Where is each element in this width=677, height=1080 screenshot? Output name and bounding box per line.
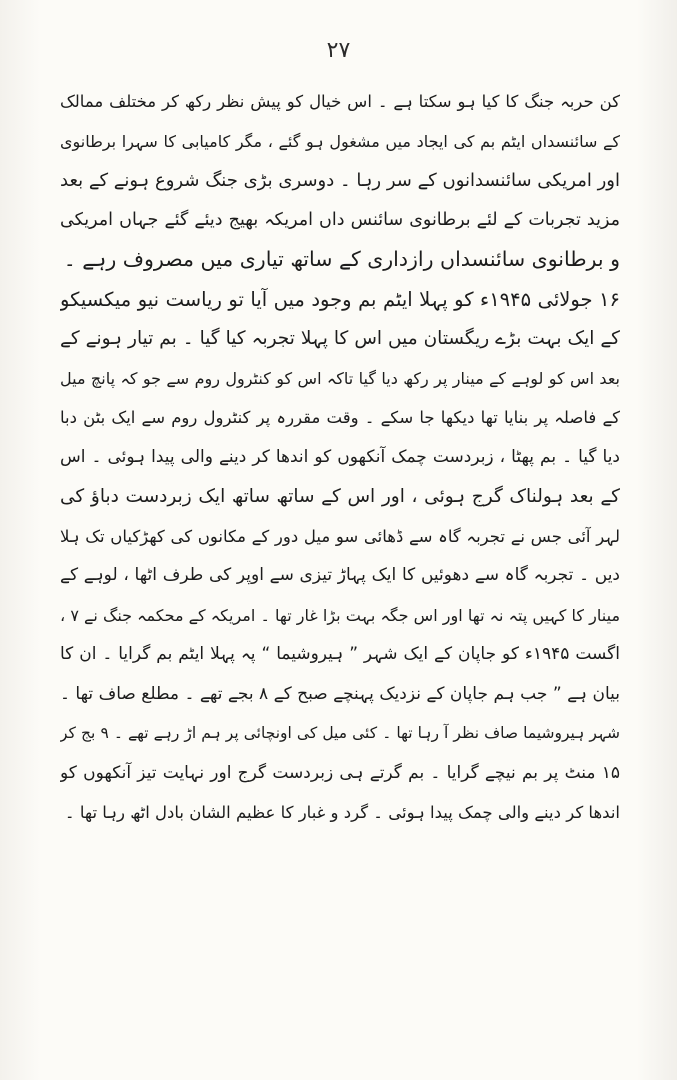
page-number: ۲۷	[326, 38, 351, 63]
text-line: کے ایک بہت بڑے ریگستان میں اس کا پہلا تجربہ کیا گیا ۔ بم تیار ہونے کے	[60, 328, 620, 349]
text-line: دیں ۔ تجربہ گاہ سے دھوئیں کا ایک پہاڑ تیزی سے اوپر کی طرف اٹھا ، لوہے کے	[60, 565, 620, 585]
text-line: اور امریکی سائنسدانوں کے سر رہا ۔ دوسری بڑی جنگ شروع ہونے کے بعد	[60, 170, 620, 191]
text-line: بعد اس کو لوہے کے مینار پر رکھ دیا گیا تاکہ اس کو کنٹرول روم سے جو کہ پانچ میل	[60, 368, 620, 388]
text-line: بیان ہے ” جب ہم جاپان کے نزدیک پہنچے صبح کے ۸ بجے تھے ۔ مطلع صاف تھا ۔	[60, 683, 620, 704]
text-line: کے سائنسداں ایٹم بم کی ایجاد میں مشغول ہو گئے ، مگر کامیابی کا سہرا برطانوی	[60, 131, 620, 151]
text-line: ۱۵ منٹ پر بم نیچے گرایا ۔ بم گرتے ہی زبردست گرج اور نہایت تیز آنکھوں کو	[60, 762, 620, 783]
text-line: مزید تجربات کے لئے برطانوی سائنس داں امریکہ بھیج دیئے گئے جہاں امریکی	[60, 209, 620, 230]
text-line: مینار کا کہیں پتہ نہ تھا اور اس جگہ بہت بڑا غار تھا ۔ امریکہ کے محکمہ جنگ نے ۷ ،	[60, 605, 620, 625]
text-line: کن حربہ جنگ کا کیا ہو سکتا ہے ۔ اس خیال کو پیش نظر رکھ کر مختلف ممالک	[60, 92, 620, 111]
text-line: اندھا کر دینے والی چمک پیدا ہوئی ۔ گرد و غبار کا عظیم الشان بادل اٹھ رہا تھا ۔	[64, 803, 620, 822]
text-line: لہر آئی جس نے تجربہ گاہ سے ڈھائی سو میل دور کے مکانوں کی کھڑکیاں تک ہلا	[60, 526, 620, 546]
text-line: کے فاصلہ پر بنایا تھا دیکھا جا سکے ۔ وقت مقررہ پر کنٹرول روم سے ایک بٹن دبا	[60, 408, 620, 427]
text-line: دیا گیا ۔ بم پھٹا ، زبردست چمک آنکھوں کو اندھا کر دینے والی پیدا ہوئی ۔ اس	[60, 446, 620, 467]
page-body-text	[60, 82, 620, 833]
text-line: و برطانوی سائنسداں رازداری کے ساتھ تیاری میں مصروف رہے ۔	[63, 247, 620, 271]
text-line: ۱۶ جولائی ۱۹۴۵ء کو پہلا ایٹم بم وجود میں آیا تو ریاست نیو میکسیکو	[60, 287, 620, 311]
text-line: کے بعد ہولناک گرج ہوئی ، اور اس کے ساتھ ساتھ ایک زبردست دباؤ کی	[60, 486, 620, 507]
text-line: شہر ہیروشیما صاف نظر آ رہا تھا ۔ کئی میل کی اونچائی پر ہم اڑ رہے تھے ۔ ۹ بج کر	[60, 724, 620, 742]
text-line: اگست ۱۹۴۵ء کو جاپان کے ایک شہر ” ہیروشیما “ پہ پہلا ایٹم بم گرایا ۔ ان کا	[60, 644, 620, 664]
